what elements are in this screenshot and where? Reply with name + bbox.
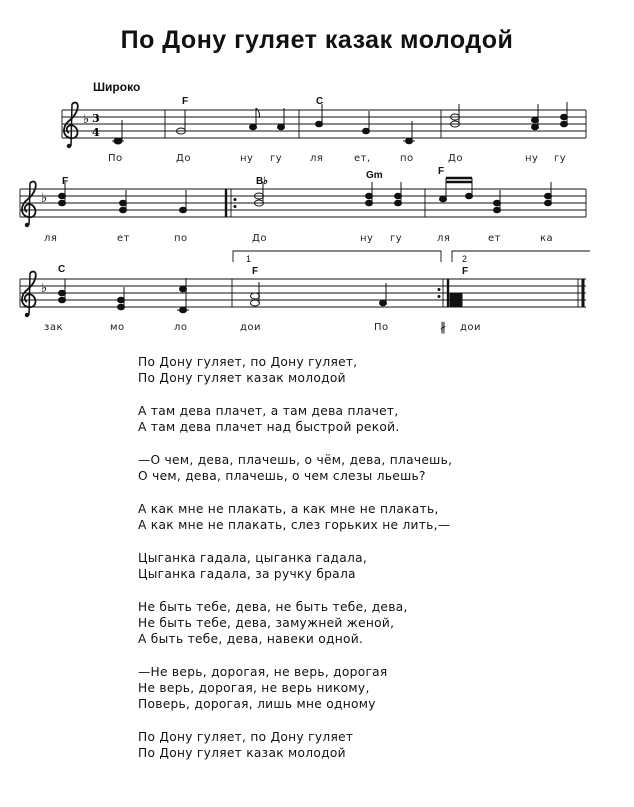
sheet-music — [0, 0, 634, 350]
syllable: До — [448, 153, 463, 164]
syllable: ну — [240, 153, 254, 164]
syllable: ля — [310, 153, 324, 164]
stanza — [138, 501, 578, 533]
verse-line: Цыганка гадала, за ручку брала — [138, 567, 356, 581]
verse-line: По Дону гуляет, по Дону гуляет, — [138, 355, 358, 369]
treble-clef-icon — [22, 272, 36, 318]
verse-line: Не верь, дорогая, не верь никому, — [138, 681, 370, 695]
chord-label: B♭ — [256, 176, 268, 187]
chord-label: F — [438, 166, 445, 177]
verse-line: По Дону гуляет, по Дону гуляет — [138, 730, 354, 744]
verse-line: По Дону гуляет казак молодой — [138, 371, 346, 385]
verse-line: А быть тебе, дева, навеки одной. — [138, 632, 364, 646]
syllable: гу — [270, 153, 283, 164]
syllable: по — [400, 153, 414, 164]
verse-text — [138, 354, 578, 778]
syllable: До — [252, 233, 267, 244]
staff-system-2 — [20, 166, 586, 244]
stanza — [138, 729, 578, 761]
verse-line: —Не верь, дорогая, не верь, дорогая — [138, 665, 388, 679]
verse-line: Поверь, дорогая, лишь мне одному — [138, 697, 376, 711]
verse-line: А как мне не плакать, а как мне не плакать, — [138, 502, 439, 516]
stanza — [138, 403, 578, 435]
syllable: ну — [360, 233, 374, 244]
syllable: дои — [240, 322, 262, 333]
syllable: мо — [110, 322, 125, 333]
treble-clef-icon — [64, 103, 78, 149]
stanza — [138, 664, 578, 712]
syllable: По — [374, 322, 389, 333]
chord-label: C — [58, 264, 66, 275]
verse-line: —О чем, дева, плачешь, о чём, дева, плачешь, — [138, 453, 453, 467]
verse-line: А там дева плачет, а там дева плачет, — [138, 404, 399, 418]
verse-line: А как мне не плакать, слез горьких не лить,— — [138, 518, 451, 532]
lyrics-row-2 — [44, 233, 553, 244]
stanza — [138, 452, 578, 484]
chord-label: F — [462, 266, 469, 277]
treble-clef-icon — [22, 182, 36, 228]
verse-line: По Дону гуляет казак молодой — [138, 746, 346, 760]
staff-system-1 — [62, 96, 586, 164]
syllable: ет, — [354, 153, 371, 164]
syllable: ет — [488, 233, 501, 244]
syllable: гу — [554, 153, 567, 164]
time-signature-bottom: 4 — [92, 126, 100, 139]
stanza — [138, 354, 578, 386]
staff-system-3 — [20, 251, 590, 334]
chord-label: F — [62, 176, 69, 187]
tempo-marking: Широко — [93, 80, 141, 94]
syllable: ля — [437, 233, 451, 244]
syllable: по — [174, 233, 188, 244]
chord-label: C — [316, 96, 324, 107]
syllable: ля — [44, 233, 58, 244]
flat-icon: ♭ — [41, 281, 48, 296]
verse-line: О чем, дева, плачешь, о чем слезы льешь? — [138, 469, 426, 483]
song-title: По Дону гуляет казак молодой — [120, 26, 514, 54]
syllable: гу — [390, 233, 403, 244]
chord-label: Gm — [366, 170, 383, 181]
chord-label: F — [252, 266, 259, 277]
syllable: ло — [174, 322, 188, 333]
syllable: зак — [44, 322, 63, 333]
volta-number: 2 — [462, 254, 468, 264]
stanza — [138, 599, 578, 647]
time-signature-top: 3 — [92, 112, 100, 125]
flat-icon: ♭ — [41, 191, 48, 206]
syllable: По — [108, 153, 123, 164]
chord-label: F — [182, 96, 189, 107]
verse-line: Не быть тебе, дева, замужней женой, — [138, 616, 395, 630]
flat-icon: ♭ — [83, 112, 90, 127]
lyrics-row-1 — [108, 153, 566, 164]
volta-number: 1 — [246, 254, 252, 264]
lyrics-row-3 — [44, 320, 481, 334]
syllable: ет — [117, 233, 130, 244]
stanza — [138, 550, 578, 582]
segno-mark-icon: ∦ — [440, 320, 446, 334]
syllable: ну — [525, 153, 539, 164]
syllable: дои — [460, 322, 482, 333]
syllable: До — [176, 153, 191, 164]
verse-line: Не быть тебе, дева, не быть тебе, дева, — [138, 600, 408, 614]
syllable: ка — [540, 233, 554, 244]
verse-line: А там дева плачет над быстрой рекой. — [138, 420, 400, 434]
verse-line: Цыганка гадала, цыганка гадала, — [138, 551, 368, 565]
